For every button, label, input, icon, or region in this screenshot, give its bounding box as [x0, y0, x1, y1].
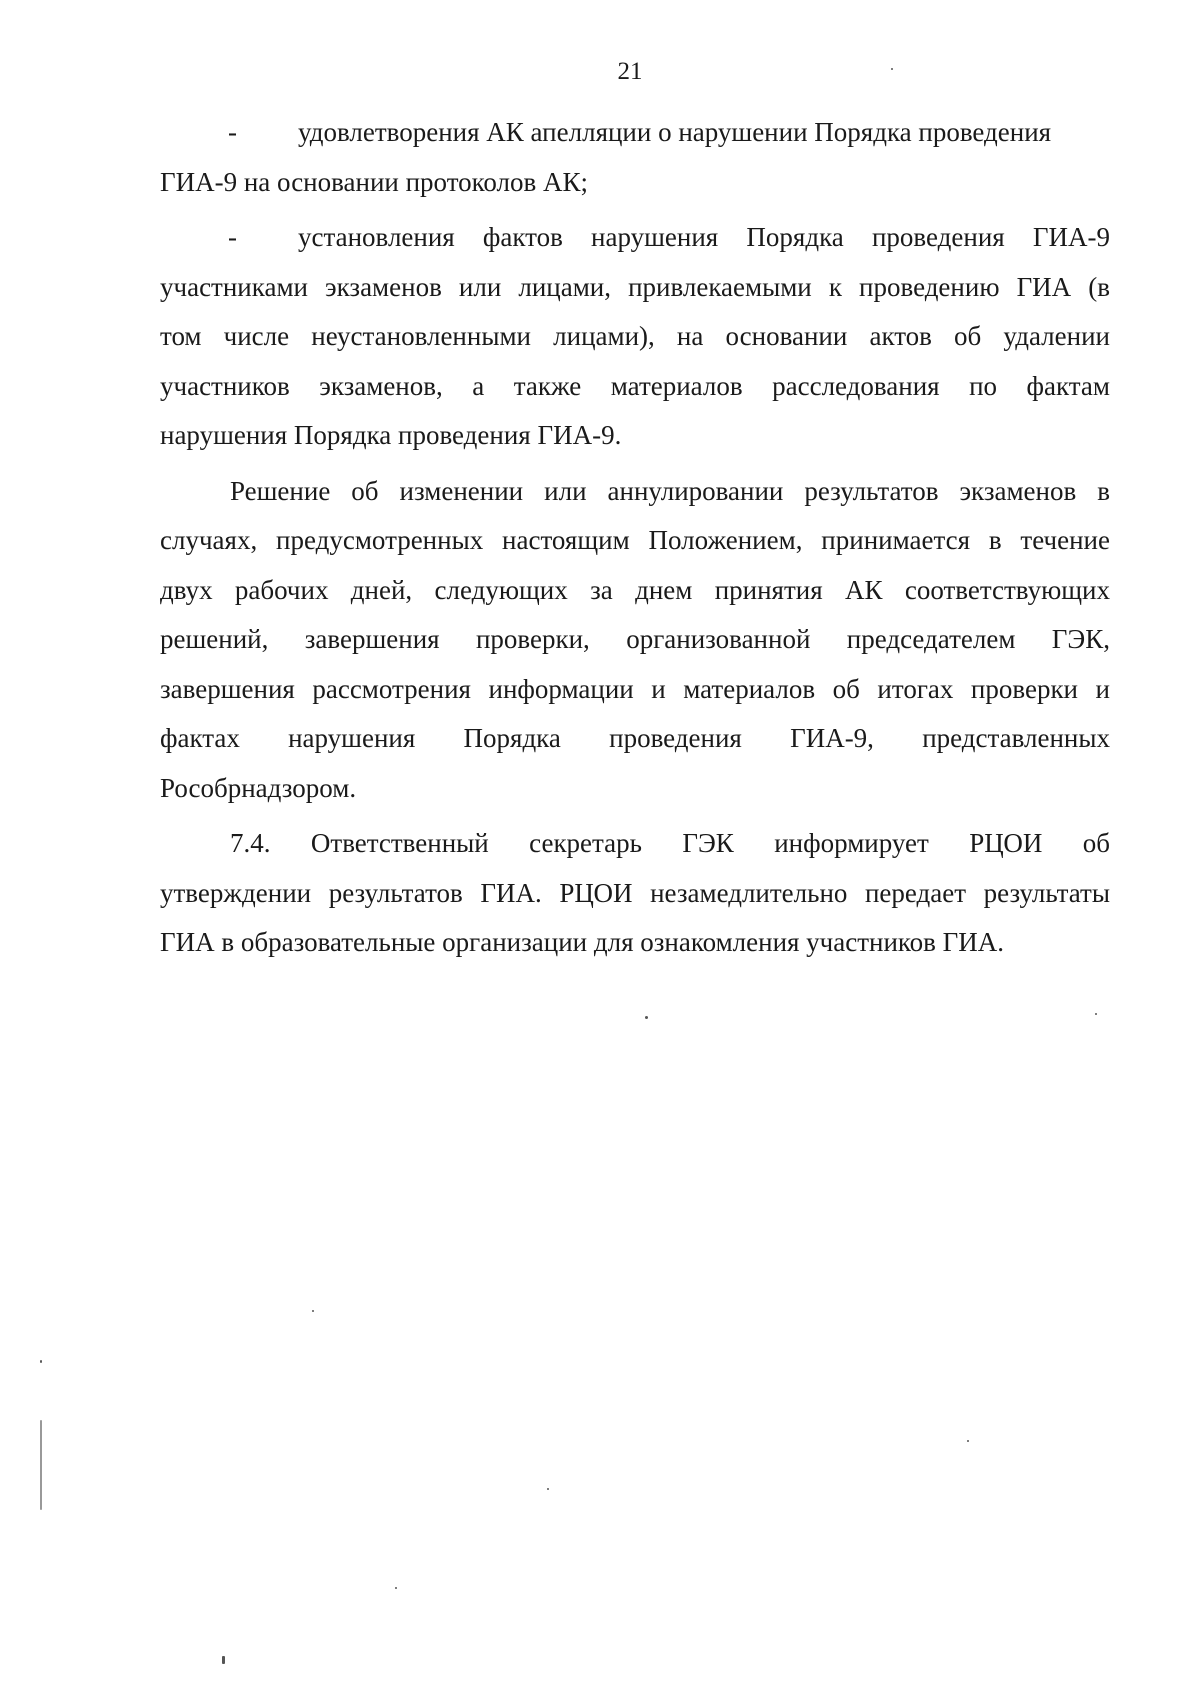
- list-item: [160, 108, 1110, 207]
- list-item-text: удовлетворения АК апелляции о нарушении Порядка проведения: [298, 117, 1052, 147]
- page-number: 21: [617, 58, 643, 85]
- scan-speck: [547, 1488, 549, 1490]
- paragraph-line: завершения рассмотрения информации и материалов об итогах проверки и: [160, 673, 1110, 704]
- dash-marker: -: [228, 117, 237, 147]
- scan-speck: [891, 68, 893, 70]
- list-item: [160, 213, 1110, 461]
- scan-speck: [312, 1310, 314, 1312]
- document-body: [160, 108, 1110, 968]
- paragraph-line: Рособрнадзором.: [160, 772, 357, 803]
- scan-speck: [395, 1587, 397, 1589]
- list-item-line: том числе неустановленными лицами), на основании актов об удалении: [160, 321, 1110, 351]
- paragraph-line: Решение об изменении или аннулировании результатов экзаменов в: [230, 475, 1110, 506]
- dash-marker: -: [228, 222, 237, 252]
- paragraph-line: утверждении результатов ГИА. РЦОИ незамедлительно передает результаты: [160, 877, 1110, 908]
- scan-speck: [645, 1016, 648, 1019]
- paragraph-7-4: [160, 819, 1110, 968]
- paragraph-line: 7.4. Ответственный секретарь ГЭК информирует РЦОИ об: [230, 828, 1110, 858]
- list-item-line: ГИА-9 на основании протоколов АК;: [160, 166, 589, 197]
- list-item-first-line: [160, 108, 1110, 158]
- list-item-line: участников экзаменов, а также материалов расследования по фактам: [160, 370, 1110, 401]
- scan-speck: [40, 1360, 42, 1363]
- paragraph-decision: [160, 467, 1110, 814]
- scan-speck: [40, 1420, 42, 1510]
- scan-speck: [967, 1440, 969, 1442]
- scan-speck: [1095, 1013, 1097, 1015]
- list-item-line: нарушения Порядка проведения ГИА-9.: [160, 420, 622, 450]
- paragraph-line: случаях, предусмотренных настоящим Положением, принимается в течение: [160, 525, 1110, 555]
- paragraph-line: фактах нарушения Порядка проведения ГИА-9, представленных: [160, 723, 1110, 753]
- list-item-text: установления фактов нарушения Порядка проведения ГИА-9: [298, 222, 1110, 252]
- list-item-line: участниками экзаменов или лицами, привлекаемыми к проведению ГИА (в: [160, 271, 1110, 302]
- list-item-first-line: [160, 213, 1110, 263]
- paragraph-line: решений, завершения проверки, организованной председателем ГЭК,: [160, 624, 1110, 654]
- paragraph-line: двух рабочих дней, следующих за днем принятия АК соответствующих: [160, 574, 1110, 605]
- scan-speck: [222, 1656, 225, 1664]
- paragraph-line: ГИА в образовательные организации для ознакомления участников ГИА.: [160, 927, 1005, 957]
